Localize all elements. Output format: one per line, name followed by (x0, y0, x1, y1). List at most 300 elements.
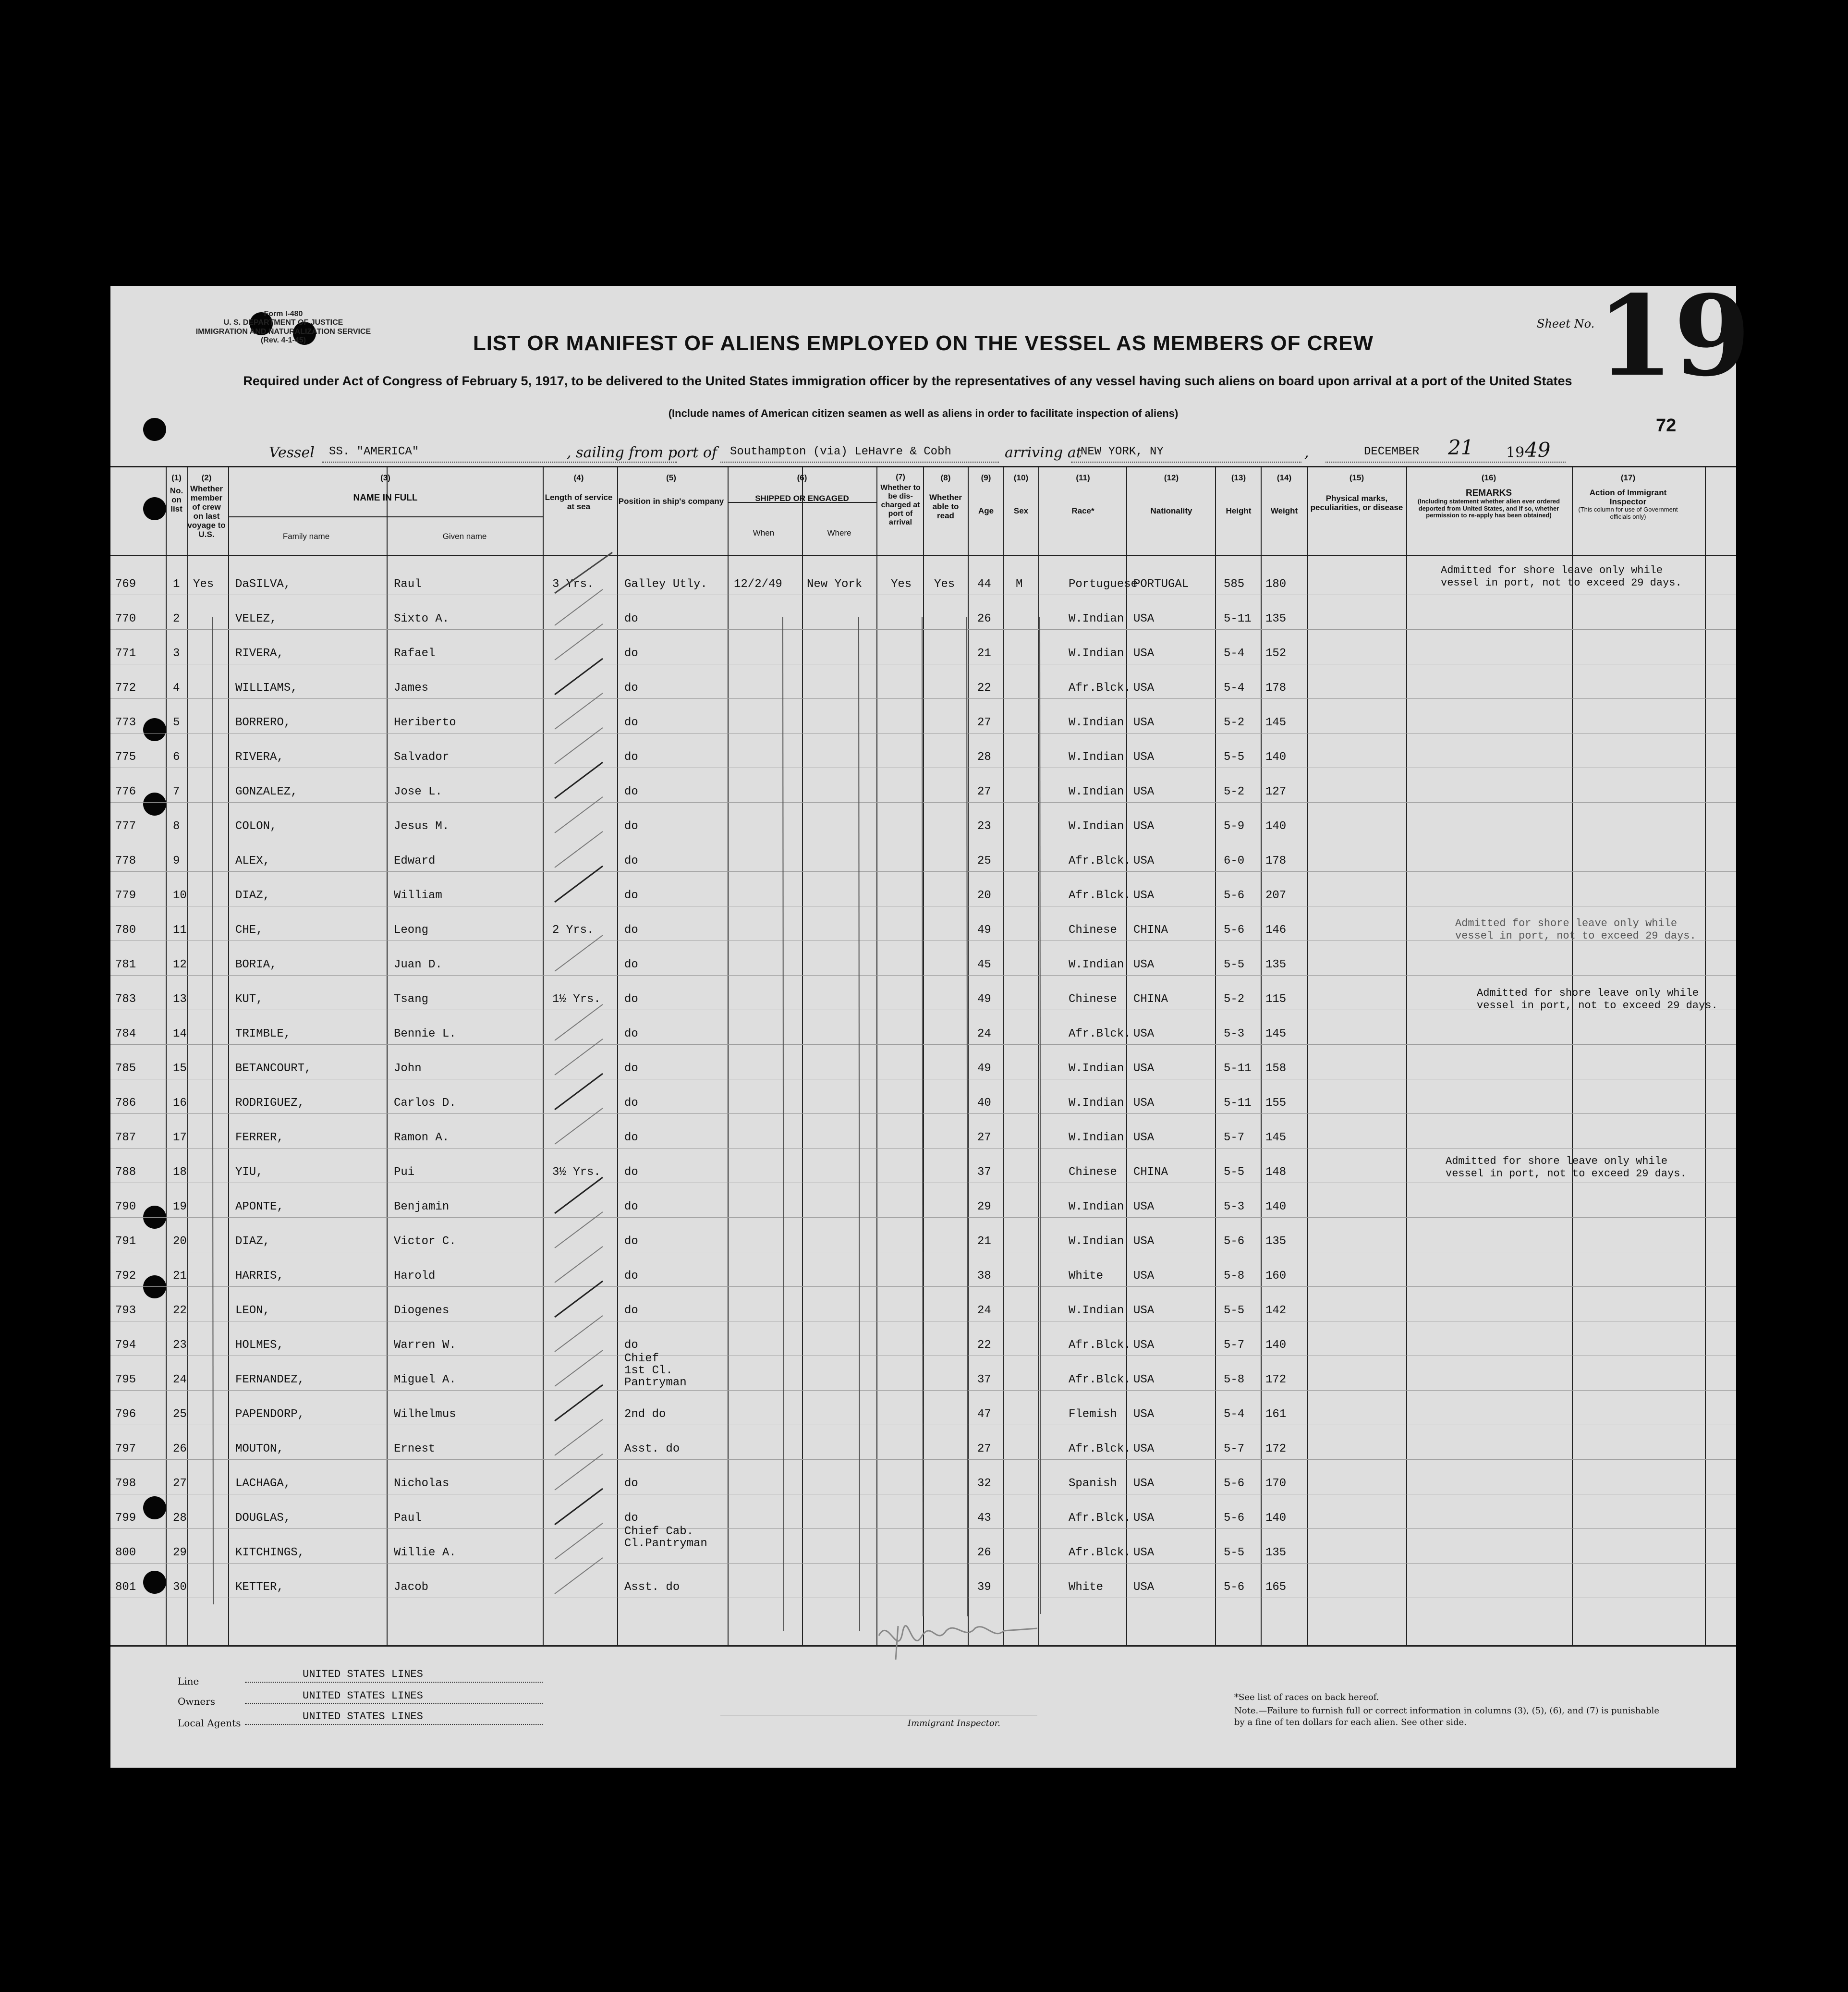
row-age: 25 (977, 855, 991, 868)
row-weight: 172 (1265, 1373, 1287, 1386)
row-race: White (1069, 1581, 1104, 1594)
row-row-number: 22 (173, 1304, 187, 1317)
row-family-name: GONZALEZ, (235, 785, 298, 798)
row-ref-number: 793 (115, 1304, 136, 1317)
row-row-number: 12 (173, 958, 187, 971)
row-given-name: Jacob (394, 1581, 429, 1594)
row-race: Afr.Blck. (1069, 1546, 1131, 1559)
row-race: Afr.Blck. (1069, 682, 1131, 695)
form-identifier: Form I-480 U. S. DEPARTMENT OF JUSTICE IMMIGRATION AND NATURALIZATION SERVICE (Rev. 4-1-45) (195, 310, 371, 345)
row-weight: 140 (1265, 820, 1287, 833)
row-row-number: 13 (173, 993, 187, 1006)
row-family-name: PAPENDORP, (235, 1408, 305, 1421)
row-race: W.Indian (1069, 612, 1124, 625)
row-height: 5-8 (1224, 1373, 1245, 1386)
races-note: *See list of races on back hereof. (1234, 1692, 1379, 1702)
row-height: 5-11 (1224, 612, 1252, 625)
row-race: W.Indian (1069, 958, 1124, 971)
row-row-number: 24 (173, 1373, 187, 1386)
row-family-name: RODRIGUEZ, (235, 1097, 305, 1110)
row-height: 5-6 (1224, 924, 1245, 937)
row-last-voyage: Yes (193, 578, 214, 591)
row-row-number: 25 (173, 1408, 187, 1421)
row-nationality: USA (1133, 612, 1155, 625)
row-nationality: USA (1133, 647, 1155, 660)
row-given-name: Salvador (394, 751, 450, 764)
row-race: W.Indian (1069, 1097, 1124, 1110)
row-age: 20 (977, 889, 991, 902)
row-nationality: USA (1133, 855, 1155, 868)
row-race: W.Indian (1069, 1062, 1124, 1075)
header-physical-marks: (15) Physical marks, peculiarities, or disease (1310, 473, 1403, 513)
row-position: do (624, 1166, 638, 1179)
row-weight: 145 (1265, 716, 1287, 729)
row-able-to-read: Yes (934, 578, 955, 591)
row-given-name: Bennie L. (394, 1027, 456, 1040)
row-given-name: Rafael (394, 647, 436, 660)
row-position: do (624, 1131, 638, 1144)
row-given-name: James (394, 682, 429, 695)
row-race: Afr.Blck. (1069, 855, 1131, 868)
row-family-name: FERRER, (235, 1131, 284, 1144)
penalty-note: Note.—Failure to furnish full or correct information in columns (3), (5), (6), and (7) is punishable by a fine of ten dollars for each alien. See other side. (1234, 1706, 1659, 1728)
row-weight: 207 (1265, 889, 1287, 902)
row-position: Chief Cab. Cl.Pantryman (624, 1525, 707, 1551)
row-ref-number: 800 (115, 1546, 136, 1559)
row-height: 5-8 (1224, 1270, 1245, 1283)
row-service-length: 1½ Yrs. (552, 993, 601, 1006)
row-nationality: USA (1133, 682, 1155, 695)
corner-number: 72 (1656, 416, 1677, 436)
row-position: do (624, 1235, 638, 1248)
header-remarks: (16) REMARKS (Including statement whether alien ever ordered deported from United States, and if so, whether permission to re-apply has been obtained) (1417, 473, 1560, 519)
row-row-number: 14 (173, 1027, 187, 1040)
row-row-number: 21 (173, 1270, 187, 1283)
row-position: do (624, 855, 638, 868)
row-height: 5-3 (1224, 1200, 1245, 1213)
row-weight: 152 (1265, 647, 1287, 660)
vessel-name: SS. "AMERICA" (329, 445, 419, 458)
row-race: White (1069, 1270, 1104, 1283)
row-weight: 180 (1265, 578, 1287, 591)
row-weight: 140 (1265, 1200, 1287, 1213)
row-family-name: DIAZ, (235, 1235, 270, 1248)
row-position: do (624, 1062, 638, 1075)
row-nationality: USA (1133, 1581, 1155, 1594)
row-weight: 115 (1265, 993, 1287, 1006)
row-nationality: CHINA (1133, 1166, 1168, 1179)
row-age: 39 (977, 1581, 991, 1594)
row-height: 5-5 (1224, 1546, 1245, 1559)
row-row-number: 15 (173, 1062, 187, 1075)
row-family-name: CHE, (235, 924, 263, 937)
row-family-name: KUT, (235, 993, 263, 1006)
header-given-name: Given name (442, 532, 487, 541)
row-weight: 135 (1265, 958, 1287, 971)
row-weight: 178 (1265, 855, 1287, 868)
remark-row-18: Admitted for shore leave only while vessel in port, not to exceed 29 days. (1446, 1155, 1687, 1180)
row-ref-number: 770 (115, 612, 136, 625)
row-nationality: USA (1133, 1512, 1155, 1525)
row-ref-number: 777 (115, 820, 136, 833)
sheet-number: 19 (1597, 271, 1751, 401)
row-nationality: USA (1133, 1062, 1155, 1075)
row-weight: 140 (1265, 751, 1287, 764)
row-age: 26 (977, 612, 991, 625)
row-ref-number: 779 (115, 889, 136, 902)
row-ref-number: 798 (115, 1477, 136, 1490)
row-race: Afr.Blck. (1069, 1027, 1131, 1040)
header-no: (1) No. on list (170, 473, 183, 514)
inspector-label: Immigrant Inspector. (908, 1718, 1001, 1728)
header-name: (3) NAME IN FULL (353, 473, 418, 503)
page-subtitle-note: (Include names of American citizen seamen as well as aliens in order to facilitate inspection of aliens) (668, 407, 1179, 419)
row-ref-number: 771 (115, 647, 136, 660)
row-row-number: 27 (173, 1477, 187, 1490)
arriving-label: arriving at (1005, 444, 1082, 461)
header-height: (13) Height (1226, 473, 1252, 516)
row-ref-number: 785 (115, 1062, 136, 1075)
row-shipped-where: New York (807, 578, 863, 591)
row-age: 49 (977, 993, 991, 1006)
row-race: Chinese (1069, 1166, 1117, 1179)
row-weight: 158 (1265, 1062, 1287, 1075)
page-title: LIST OR MANIFEST OF ALIENS EMPLOYED ON THE VESSEL AS MEMBERS OF CREW (473, 331, 1374, 355)
row-family-name: APONTE, (235, 1200, 284, 1213)
row-given-name: Paul (394, 1512, 422, 1525)
row-family-name: LEON, (235, 1304, 270, 1317)
header-nationality: (12) Nationality (1150, 473, 1192, 516)
row-ref-number: 792 (115, 1270, 136, 1283)
row-given-name: Edward (394, 855, 436, 868)
row-age: 49 (977, 1062, 991, 1075)
row-race: Afr.Blck. (1069, 889, 1131, 902)
row-family-name: DOUGLAS, (235, 1512, 291, 1525)
row-age: 32 (977, 1477, 991, 1490)
row-nationality: USA (1133, 1304, 1155, 1317)
row-family-name: MOUTON, (235, 1442, 284, 1455)
row-height: 5-5 (1224, 751, 1245, 764)
row-weight: 148 (1265, 1166, 1287, 1179)
row-nationality: USA (1133, 1131, 1155, 1144)
row-nationality: USA (1133, 1027, 1155, 1040)
row-race: W.Indian (1069, 647, 1124, 660)
row-height: 5-4 (1224, 1408, 1245, 1421)
header-shipped: (6) SHIPPED OR ENGAGED (755, 473, 849, 503)
row-family-name: COLON, (235, 820, 277, 833)
row-age: 24 (977, 1027, 991, 1040)
row-race: Afr.Blck. (1069, 1442, 1131, 1455)
row-nationality: USA (1133, 820, 1155, 833)
row-nationality: USA (1133, 716, 1155, 729)
row-nationality: USA (1133, 1408, 1155, 1421)
row-given-name: John (394, 1062, 422, 1075)
row-family-name: TRIMBLE, (235, 1027, 291, 1040)
row-height: 5-6 (1224, 1477, 1245, 1490)
row-age: 37 (977, 1166, 991, 1179)
row-ref-number: 791 (115, 1235, 136, 1248)
row-row-number: 1 (173, 578, 180, 591)
row-age: 37 (977, 1373, 991, 1386)
row-row-number: 19 (173, 1200, 187, 1213)
row-given-name: Carlos D. (394, 1097, 456, 1110)
row-given-name: Warren W. (394, 1339, 456, 1352)
row-given-name: William (394, 889, 442, 902)
row-height: 5-4 (1224, 682, 1245, 695)
row-weight: 142 (1265, 1304, 1287, 1317)
month: DECEMBER (1364, 445, 1420, 458)
row-row-number: 18 (173, 1166, 187, 1179)
row-ref-number: 773 (115, 716, 136, 729)
row-nationality: USA (1133, 1373, 1155, 1386)
row-given-name: Juan D. (394, 958, 442, 971)
remark-row-1: Admitted for shore leave only while vessel in port, not to exceed 29 days. (1441, 564, 1682, 589)
row-race: Flemish (1069, 1408, 1117, 1421)
row-row-number: 26 (173, 1442, 187, 1455)
row-height: 5-4 (1224, 647, 1245, 660)
row-height: 5-3 (1224, 1027, 1245, 1040)
year-suffix: 49 (1525, 438, 1551, 462)
row-position: do (624, 958, 638, 971)
row-row-number: 10 (173, 889, 187, 902)
row-family-name: VELEZ, (235, 612, 277, 625)
row-position: Asst. do (624, 1442, 680, 1455)
row-position: do (624, 647, 638, 660)
row-age: 26 (977, 1546, 991, 1559)
row-nationality: USA (1133, 1546, 1155, 1559)
row-ref-number: 787 (115, 1131, 136, 1144)
row-given-name: Ramon A. (394, 1131, 450, 1144)
row-given-name: Sixto A. (394, 612, 450, 625)
row-ref-number: 783 (115, 993, 136, 1006)
row-row-number: 11 (173, 924, 187, 937)
row-weight: 170 (1265, 1477, 1287, 1490)
row-position: 2nd do (624, 1408, 666, 1421)
row-nationality: USA (1133, 1442, 1155, 1455)
row-row-number: 16 (173, 1097, 187, 1110)
row-age: 47 (977, 1408, 991, 1421)
row-position: do (624, 785, 638, 798)
row-family-name: WILLIAMS, (235, 682, 298, 695)
row-position: do (624, 889, 638, 902)
inspector-signature (869, 1607, 1052, 1674)
row-family-name: KITCHINGS, (235, 1546, 305, 1559)
page-subtitle: Required under Act of Congress of February 5, 1917, to be delivered to the United States immigration officer by the representatives of any vessel having such aliens on board upon arrival at a port of the United States (243, 374, 1572, 388)
row-ref-number: 769 (115, 578, 136, 591)
line-value: UNITED STATES LINES (303, 1668, 423, 1680)
row-nationality: USA (1133, 1477, 1155, 1490)
row-family-name: BETANCOURT, (235, 1062, 312, 1075)
row-weight: 161 (1265, 1408, 1287, 1421)
row-row-number: 5 (173, 716, 180, 729)
row-row-number: 29 (173, 1546, 187, 1559)
row-row-number: 17 (173, 1131, 187, 1144)
row-nationality: USA (1133, 1235, 1155, 1248)
row-position: do (624, 1027, 638, 1040)
agents-value: UNITED STATES LINES (303, 1711, 423, 1723)
day: 21 (1448, 436, 1474, 459)
row-age: 43 (977, 1512, 991, 1525)
row-weight: 172 (1265, 1442, 1287, 1455)
row-age: 28 (977, 751, 991, 764)
row-race: W.Indian (1069, 716, 1124, 729)
row-race: Portuguese (1069, 578, 1138, 591)
row-height: 5-6 (1224, 889, 1245, 902)
sheet-label: Sheet No. (1537, 317, 1595, 330)
row-position: do (624, 751, 638, 764)
row-age: 38 (977, 1270, 991, 1283)
vessel-label: Vessel (269, 444, 315, 461)
row-given-name: Miguel A. (394, 1373, 456, 1386)
row-row-number: 4 (173, 682, 180, 695)
row-race: W.Indian (1069, 785, 1124, 798)
row-row-number: 6 (173, 751, 180, 764)
row-height: 5-7 (1224, 1339, 1245, 1352)
row-ref-number: 797 (115, 1442, 136, 1455)
remark-row-11: Admitted for shore leave only while vessel in port, not to exceed 29 days. (1455, 917, 1696, 942)
voyage-line: Vessel SS. "AMERICA" , sailing from port of Southampton (via) LeHavre & Cobh arriving at NEW YORK, NY , DECEMBER 21 19 49 (110, 440, 1736, 469)
row-height: 5-5 (1224, 958, 1245, 971)
row-position: do (624, 1270, 638, 1283)
row-given-name: Pui (394, 1166, 415, 1179)
row-nationality: CHINA (1133, 993, 1168, 1006)
row-service-length: 2 Yrs. (552, 924, 594, 937)
row-nationality: USA (1133, 889, 1155, 902)
row-age: 22 (977, 682, 991, 695)
row-position: do (624, 716, 638, 729)
row-ref-number: 799 (115, 1512, 136, 1525)
row-race: W.Indian (1069, 1200, 1124, 1213)
row-height: 5-7 (1224, 1131, 1245, 1144)
row-height: 5-6 (1224, 1512, 1245, 1525)
row-family-name: RIVERA, (235, 647, 284, 660)
row-given-name: Leong (394, 924, 429, 937)
row-given-name: Harold (394, 1270, 436, 1283)
row-age: 21 (977, 1235, 991, 1248)
row-race: Afr.Blck. (1069, 1339, 1131, 1352)
row-ref-number: 790 (115, 1200, 136, 1213)
year-prefix: 19 (1506, 444, 1525, 461)
row-height: 5-11 (1224, 1097, 1252, 1110)
row-ref-number: 786 (115, 1097, 136, 1110)
row-height: 5-7 (1224, 1442, 1245, 1455)
row-ref-number: 794 (115, 1339, 136, 1352)
row-row-number: 9 (173, 855, 180, 868)
row-height: 585 (1224, 578, 1245, 591)
header-read: (8) Whether able to read (929, 473, 962, 521)
manifest-sheet (110, 271, 1751, 1768)
row-sex: M (1016, 578, 1023, 591)
row-position: do (624, 1512, 638, 1525)
row-age: 23 (977, 820, 991, 833)
header-last-voyage: (2) Whether member of crew on last voyage to U.S. (187, 473, 226, 539)
row-ref-number: 780 (115, 924, 136, 937)
row-given-name: Raul (394, 578, 422, 591)
row-ref-number: 795 (115, 1373, 136, 1386)
row-race: Chinese (1069, 924, 1117, 937)
agents-label: Local Agents (178, 1717, 241, 1729)
row-position: do (624, 1339, 638, 1352)
row-nationality: USA (1133, 958, 1155, 971)
row-race: W.Indian (1069, 1131, 1124, 1144)
row-nationality: USA (1133, 751, 1155, 764)
row-race: Afr.Blck. (1069, 1512, 1131, 1525)
row-age: 29 (977, 1200, 991, 1213)
row-nationality: USA (1133, 1200, 1155, 1213)
row-race: Chinese (1069, 993, 1117, 1006)
row-family-name: LACHAGA, (235, 1477, 291, 1490)
row-nationality: USA (1133, 1339, 1155, 1352)
row-discharged: Yes (891, 578, 912, 591)
row-nationality: USA (1133, 785, 1155, 798)
row-position: Chief 1st Cl. Pantryman (624, 1352, 687, 1390)
service-column-slashes (110, 286, 1736, 1768)
row-family-name: DIAZ, (235, 889, 270, 902)
row-weight: 165 (1265, 1581, 1287, 1594)
row-weight: 140 (1265, 1512, 1287, 1525)
row-position: Asst. do (624, 1581, 680, 1594)
row-row-number: 7 (173, 785, 180, 798)
row-height: 5-6 (1224, 1581, 1245, 1594)
row-ref-number: 781 (115, 958, 136, 971)
row-position: do (624, 1477, 638, 1490)
row-ref-number: 772 (115, 682, 136, 695)
row-given-name: Diogenes (394, 1304, 450, 1317)
row-family-name: BORRERO, (235, 716, 291, 729)
row-family-name: ALEX, (235, 855, 270, 868)
row-weight: 135 (1265, 612, 1287, 625)
header-discharged: (7) Whether to be dis-charged at port of arrival (880, 473, 921, 526)
row-family-name: KETTER, (235, 1581, 284, 1594)
row-given-name: Wilhelmus (394, 1408, 456, 1421)
row-weight: 178 (1265, 682, 1287, 695)
row-row-number: 2 (173, 612, 180, 625)
row-ref-number: 775 (115, 751, 136, 764)
header-when: When (753, 528, 775, 538)
row-given-name: Jesus M. (394, 820, 450, 833)
row-given-name: Benjamin (394, 1200, 450, 1213)
row-height: 5-5 (1224, 1304, 1245, 1317)
row-position: do (624, 1200, 638, 1213)
row-given-name: Willie A. (394, 1546, 456, 1559)
row-row-number: 3 (173, 647, 180, 660)
row-nationality: CHINA (1133, 924, 1168, 937)
row-row-number: 28 (173, 1512, 187, 1525)
row-family-name: DaSILVA, (235, 578, 291, 591)
header-race: (11) Race* (1071, 473, 1094, 516)
row-nationality: PORTUGAL (1133, 578, 1189, 591)
row-race: W.Indian (1069, 1235, 1124, 1248)
row-given-name: Heriberto (394, 716, 456, 729)
row-row-number: 20 (173, 1235, 187, 1248)
row-height: 6-0 (1224, 855, 1245, 868)
row-ref-number: 784 (115, 1027, 136, 1040)
row-service-length: 3½ Yrs. (552, 1166, 601, 1179)
row-family-name: RIVERA, (235, 751, 284, 764)
sailing-label: , sailing from port of (567, 444, 717, 461)
header-position: (5) Position in ship's company (618, 473, 724, 506)
row-weight: 135 (1265, 1235, 1287, 1248)
row-shipped-when: 12/2/49 (734, 578, 782, 591)
header-where: Where (827, 528, 851, 538)
row-service-length: 3 Yrs. (552, 578, 594, 591)
row-family-name: FERNANDEZ, (235, 1373, 305, 1386)
row-position: do (624, 924, 638, 937)
row-ref-number: 778 (115, 855, 136, 868)
row-weight: 145 (1265, 1027, 1287, 1040)
row-age: 49 (977, 924, 991, 937)
row-age: 27 (977, 1131, 991, 1144)
